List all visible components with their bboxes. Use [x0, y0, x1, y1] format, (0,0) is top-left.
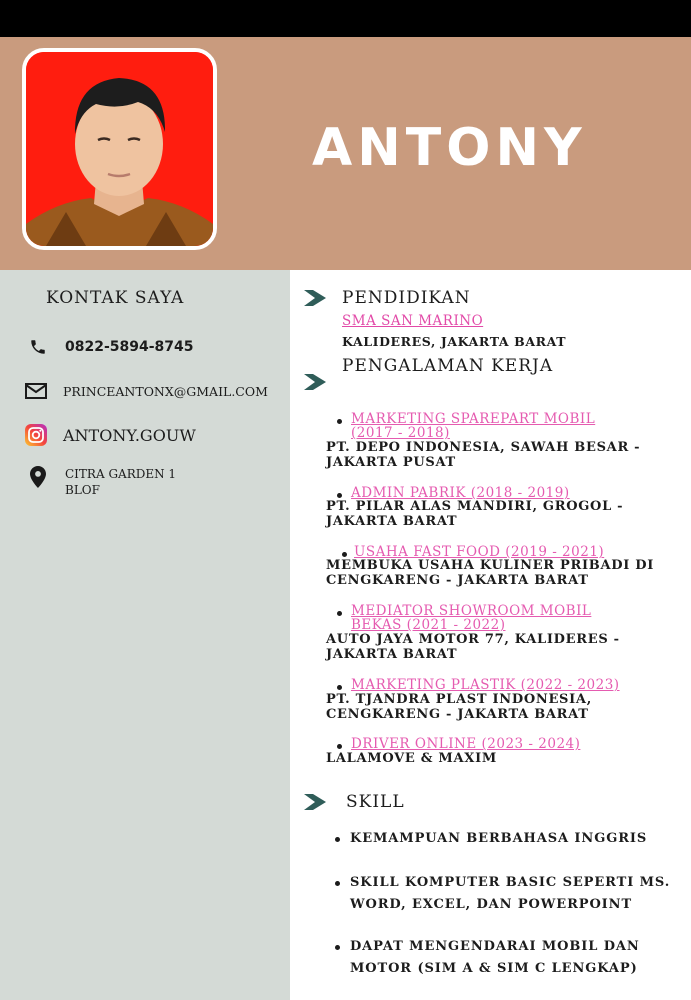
email-address: PRINCEANTONX@GMAIL.COM	[63, 383, 268, 399]
chevron-right-icon	[304, 794, 326, 810]
chevron-right-icon	[304, 374, 326, 390]
skill-item: SKILL KOMPUTER BASIC SEPERTI MS. WORD, EXCEL, DAN POWERPOINT	[350, 875, 671, 912]
job-title: USAHA FAST FOOD (2019 - 2021)	[354, 544, 605, 560]
applicant-name: ANTONY	[312, 118, 587, 178]
job-description: AUTO JAYA MOTOR 77, KALIDERES - JAKARTA BARAT	[326, 632, 620, 662]
list-bullet	[337, 493, 342, 498]
contact-address	[27, 466, 176, 498]
list-bullet	[337, 685, 342, 690]
job-description: LALAMOVE & MAXIM	[326, 751, 497, 766]
contact-email	[25, 380, 268, 402]
list-bullet	[337, 419, 342, 424]
job-description: PT. PILAR ALAS MANDIRI, GROGOL - JAKARTA BARAT	[326, 499, 624, 529]
profile-photo	[22, 48, 217, 250]
education-location: KALIDERES, JAKARTA BARAT	[342, 334, 567, 349]
contact-instagram	[25, 424, 196, 446]
experience-title: PENGALAMAN KERJA	[342, 356, 554, 376]
list-bullet	[337, 744, 342, 749]
top-black-bar	[0, 0, 691, 37]
chevron-right-icon	[304, 290, 326, 306]
mail-icon	[25, 380, 47, 402]
job-title: MARKETING PLASTIK (2022 - 2023)	[351, 677, 620, 693]
list-bullet	[342, 552, 347, 557]
address-line-2: BLOF	[65, 483, 100, 497]
education-title: PENDIDIKAN	[342, 288, 471, 308]
skill-item: DAPAT MENGENDARAI MOBIL DAN MOTOR (SIM A & SIM C LENGKAP)	[350, 939, 640, 976]
phone-icon	[27, 336, 49, 358]
list-bullet	[335, 881, 340, 886]
contact-phone	[27, 336, 194, 358]
education-school: SMA SAN MARINO	[342, 313, 484, 329]
phone-number: 0822-5894-8745	[65, 339, 194, 355]
list-bullet	[337, 611, 342, 616]
job-title: ADMIN PABRIK (2018 - 2019)	[351, 485, 570, 501]
instagram-icon	[25, 424, 47, 446]
job-title: DRIVER ONLINE (2023 - 2024)	[351, 736, 581, 752]
location-pin-icon	[27, 466, 49, 488]
job-description: PT. TJANDRA PLAST INDONESIA, CENGKARENG - JAKARTA BARAT	[326, 692, 592, 722]
job-description: MEMBUKA USAHA KULINER PRIBADI DI CENGKARENG - JAKARTA BARAT	[326, 558, 654, 588]
address-line-1: CITRA GARDEN 1	[65, 467, 177, 481]
job-title: MARKETING SPAREPART MOBIL (2017 - 2018)	[351, 411, 596, 441]
skill-title: SKILL	[346, 792, 405, 812]
skill-item: KEMAMPUAN BERBAHASA INGGRIS	[350, 831, 648, 846]
list-bullet	[335, 945, 340, 950]
instagram-handle: ANTONY.GOUW	[63, 425, 196, 445]
job-title: MEDIATOR SHOWROOM MOBIL BEKAS (2021 - 2022)	[351, 603, 592, 633]
job-description: PT. DEPO INDONESIA, SAWAH BESAR - JAKARTA PUSAT	[326, 440, 641, 470]
list-bullet	[335, 837, 340, 842]
contact-section-title: KONTAK SAYA	[46, 288, 185, 308]
